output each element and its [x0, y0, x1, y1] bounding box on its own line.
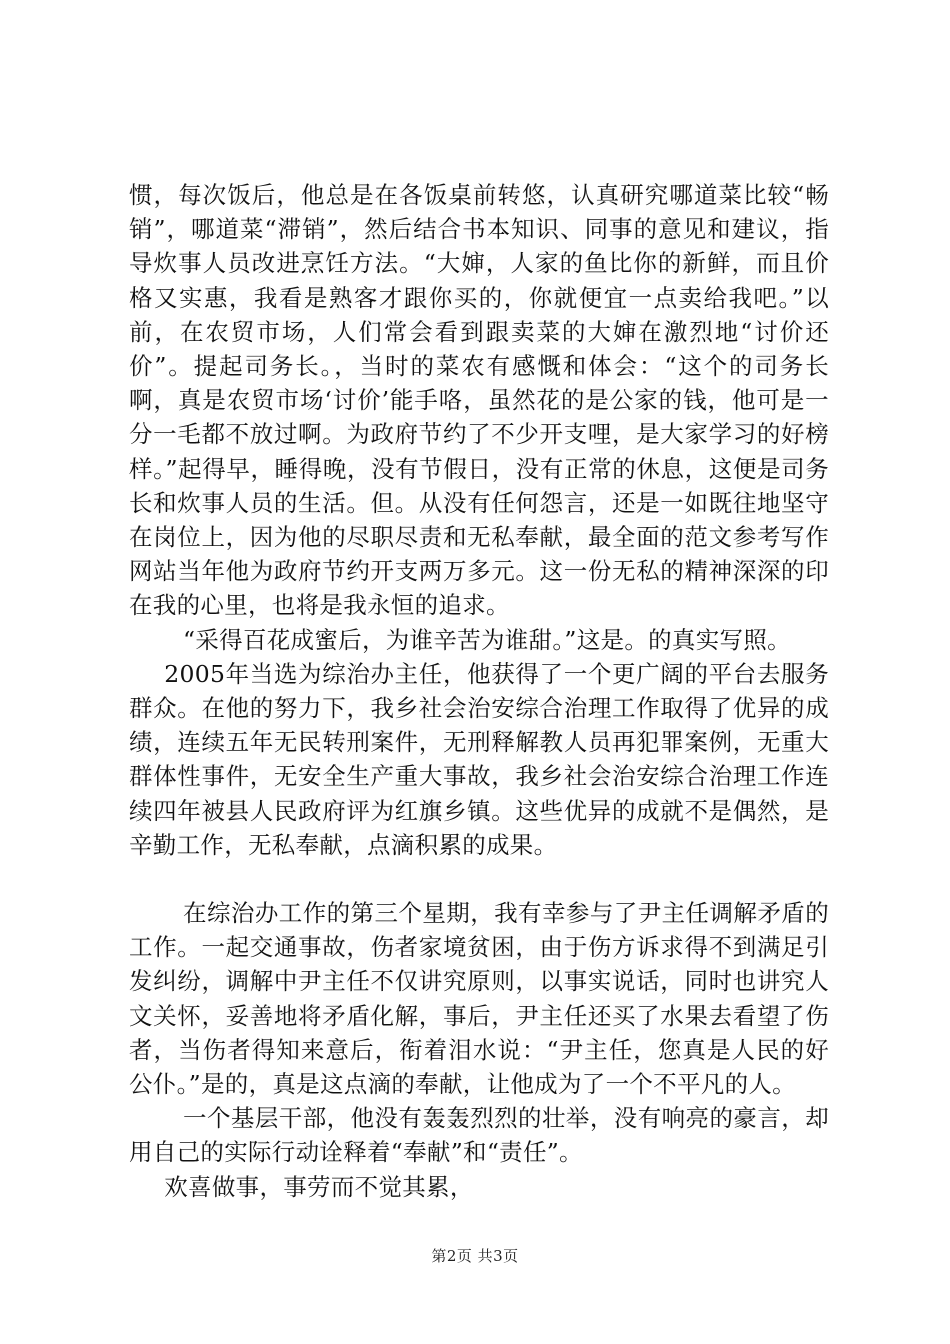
paragraph-canteen: 惯，每次饭后，他总是在各饭桌前转悠，认真研究哪道菜比较“畅销”，哪道菜“滞销”，然后结合书本知识、同事的意见和建议，指导炊事人员改进烹饪方法。“大婶，人家的鱼比你的新鲜，而且价格又实惠，我看是熟客才跟你买的，你就便宜一点卖给我吧。”以前，在农贸市场，人们常会看到跟卖菜的大婶在激烈地“讨价还价”。提起司务长。，当时的菜农有感慨和体会：“这个的司务长啊，真是农贸市场‘讨价’能手咯，虽然花的是公家的钱，他可是一分一毛都不放过啊。为政府节约了不少开支哩，是大家学习的好榜样。”起得早，睡得晚，没有节假日，没有正常的休息，这便是司务长和炊事人员的生活。但。从没有任何怨言，还是一如既往地坚守在岗位上，因为他的尽职尽责和无私奉献，最全面的范文参考写作网站当年他为政府节约开支两万多元。这一份无私的精神深深的印在我的心里，也将是我永恒的追求。: [129, 181, 829, 620]
paragraph-honey-quote: “采得百花成蜜后，为谁辛苦为谁甜。”这是。的真实写照。: [183, 625, 791, 654]
paragraph-gap: [129, 862, 829, 896]
document-body: [129, 178, 829, 1204]
paragraph-mediation: 在综治办工作的第三个星期，我有幸参与了尹主任调解矛盾的工作。一起交通事故，伤者家境贫困，由于伤方诉求得不到满足引发纠纷，调解中尹主任不仅讲究原则，以事实说话，同时也讲究人文关怀，妥善地将矛盾化解，事后，尹主任还买了水果去看望了伤者，当伤者得知来意后，衔着泪水说：“尹主任，您真是人民的好公仆。”是的，真是这点滴的奉献，让他成为了一个不平凡的人。: [129, 899, 829, 1099]
paragraph-closing: 欢喜做事，事劳而不觉其累，: [164, 1172, 474, 1201]
paragraph-grassroots: 一个基层干部，他没有轰轰烈烈的壮举，没有响亮的豪言，却用自己的实际行动诠释着“奉献”和“责任”。: [129, 1104, 829, 1167]
paragraph-office-director: 2005年当选为综治办主任，他获得了一个更广阔的平台去服务群众。在他的努力下，我乡社会治安综合治理工作取得了优异的成绩，连续五年无民转刑案件，无刑释解教人员再犯罪案例，无重大群体性事件，无安全生产重大事故，我乡社会治安综合治理工作连续四年被县人民政府评为红旗乡镇。这些优异的成就不是偶然，是辛勤工作，无私奉献，点滴积累的成果。: [129, 659, 829, 859]
page-number-footer: 第2页 共3页: [431, 1247, 519, 1265]
